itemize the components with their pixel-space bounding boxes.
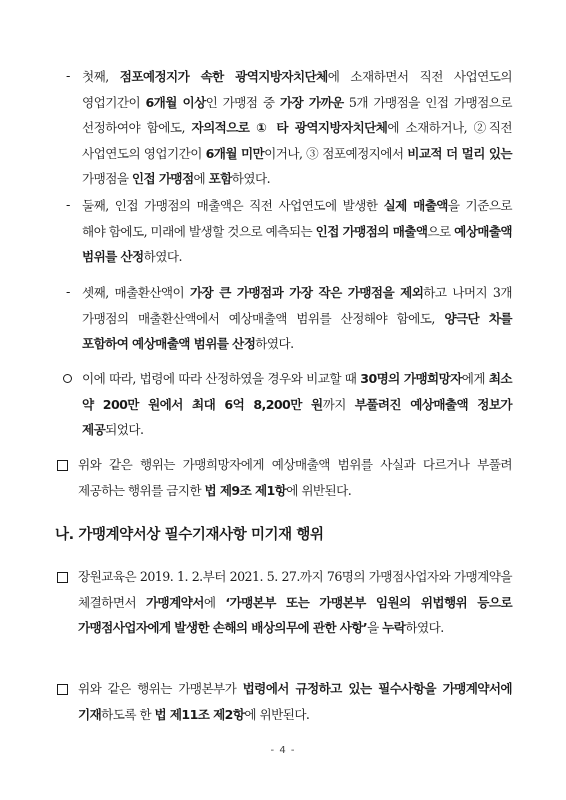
dash-marker: - xyxy=(66,285,71,300)
emphasis: 법 제9조 제1항 xyxy=(204,482,287,498)
text-span: 되었다. xyxy=(105,422,144,437)
emphasis: 법령에서 규정하고 있는 필수사항을 가맹계약서에 기재 xyxy=(78,681,512,722)
emphasis: 가장 큰 가맹점과 가장 작은 가맹점을 제외 xyxy=(189,285,424,300)
text-span: 까지 xyxy=(322,396,355,412)
emphasis: 예상매출액 범위를 산정 xyxy=(82,223,512,264)
square-bullet-icon xyxy=(57,460,68,471)
paragraph-item-2 xyxy=(82,193,512,270)
text-span: 에 위반된다. xyxy=(244,706,310,722)
text-span: 으로 xyxy=(427,223,455,239)
paragraph-item-6 xyxy=(78,564,512,641)
emphasis: 가장 가까운 xyxy=(279,94,344,110)
text-span: 하도록 한 xyxy=(101,706,155,722)
square-bullet-icon xyxy=(57,572,68,583)
text-span: 이거나, ③ 점포예정지에서 xyxy=(264,145,408,161)
emphasis: 6개월 이상 xyxy=(145,94,206,110)
text-span: 장원교육은 2019. 1. 2.부터 2021. 5. 27.까지 76명의 가맹점사업자와 가맹계약을 체결하면서 xyxy=(78,569,512,610)
text-span: 에 소재하거나, ②직전 사업연도의 영업기간이 xyxy=(82,120,512,161)
text-span: 에 xyxy=(193,171,209,186)
text-span: 에 xyxy=(203,594,226,610)
emphasis: 법 제11조 제2항 xyxy=(154,706,245,722)
dash-marker: - xyxy=(66,198,71,213)
text-span: 을 xyxy=(367,620,383,635)
text-span: 첫째, xyxy=(82,69,120,84)
emphasis: 인접 가맹점 xyxy=(131,171,194,186)
text-span: 에 소재하면서 직전 사업연도의 영업기간이 xyxy=(82,69,512,110)
emphasis: 최소 약 200만 원에서 최대 6억 8,200만 원 xyxy=(82,371,512,412)
text-span: 둘째, 인접 가맹점의 매출액은 직전 사업연도에 발생한 xyxy=(82,198,384,213)
square-bullet-icon xyxy=(57,684,68,695)
emphasis: 포함 xyxy=(208,171,232,186)
paragraph-item-7 xyxy=(78,676,512,727)
emphasis: 인접 가맹점의 매출액 xyxy=(315,223,428,239)
emphasis: 부풀려진 예상매출액 정보가 제공 xyxy=(82,396,512,437)
emphasis: 실제 매출액 xyxy=(383,198,448,213)
text-span: 에 위반된다. xyxy=(286,482,352,498)
section-heading: 나. 가맹계약서상 필수기재사항 미기재 행위 xyxy=(55,527,324,543)
emphasis: 자의적으로 ① 타 광역지방자치단체 xyxy=(191,120,388,135)
text-span: 하였다. xyxy=(255,336,294,351)
text-span: 하였다. xyxy=(231,171,271,186)
text-span: 위와 같은 행위는 가맹희망자에게 예상매출액 범위를 사실과 다르거나 부풀려 제공하는 행위를 금지한 xyxy=(78,457,512,498)
paragraph-item-1 xyxy=(82,64,512,192)
emphasis: 점포예정지가 속한 광역지방자치단체 xyxy=(119,69,328,84)
emphasis: 가맹계약서 xyxy=(145,594,204,610)
paragraph-item-5 xyxy=(78,452,512,503)
emphasis: 비교적 더 멀리 있는 xyxy=(407,145,512,161)
emphasis: ‘가맹본부 또는 가맹본부 임원의 위법행위 등으로 가맹점사업자에게 발생한 손해의 배상의무에 관한 사항’ xyxy=(78,594,513,635)
text-span: 이에 따라, 법령에 따라 산정하였을 경우와 비교할 때 xyxy=(82,371,361,386)
text-span: 위와 같은 행위는 가맹본부가 xyxy=(78,681,243,696)
emphasis: 6개월 미만 xyxy=(205,145,265,161)
text-span: 인 가맹점 중 xyxy=(205,94,280,110)
text-span: 셋째, 매출환산액이 xyxy=(82,285,190,300)
text-span: 을 기준으로 해야 함에도, 미래에 발생할 것으로 예측되는 xyxy=(82,198,513,239)
emphasis: 누락 xyxy=(382,620,406,635)
text-span: 하였다. xyxy=(143,249,182,264)
text-span: 에게 xyxy=(461,371,489,386)
text-span: 하였다. xyxy=(405,620,444,635)
emphasis: 30명의 가맹희망자 xyxy=(360,371,462,386)
text-span: 가맹점을 xyxy=(82,171,132,186)
emphasis: 양극단 차를 포함하여 예상매출액 범위를 산정 xyxy=(82,310,512,351)
page-number: - 4 - xyxy=(270,745,296,756)
text-span: 하고 나머지 3개 가맹점의 매출환산액에서 예상매출액 범위를 산정해야 함에도, xyxy=(82,285,512,326)
paragraph-item-4 xyxy=(82,366,512,443)
circle-bullet-icon xyxy=(63,374,72,383)
text-span: 5개 가맹점을 인접 가맹점으로 선정하여야 함에도, xyxy=(82,94,512,135)
dash-marker: - xyxy=(66,69,71,84)
paragraph-item-3 xyxy=(82,280,512,357)
